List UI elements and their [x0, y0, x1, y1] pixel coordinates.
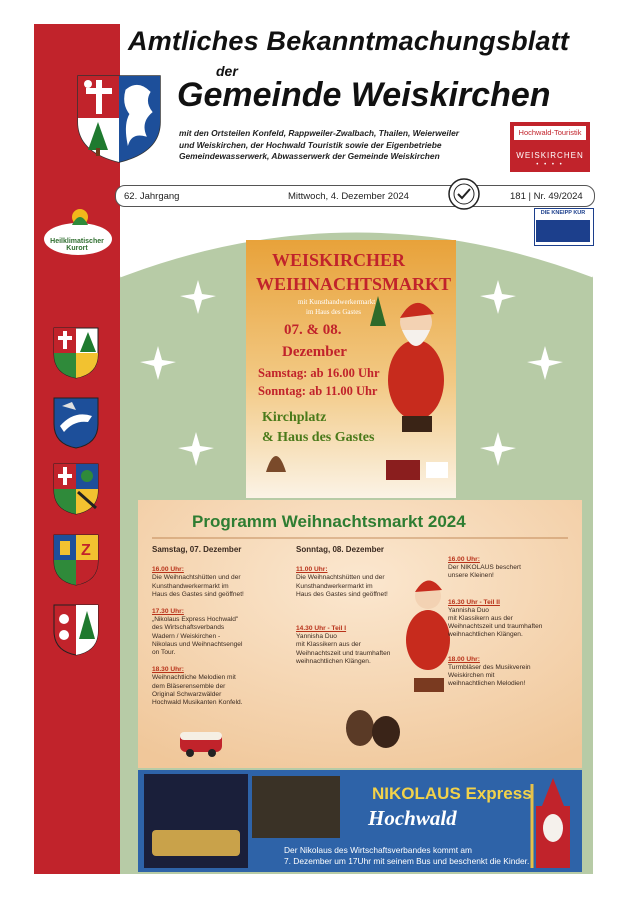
- entry-line: Wadern / Weiskirchen -: [152, 632, 221, 640]
- entry-line: Hochwald Musikanten Konfeld.: [152, 699, 243, 707]
- title-connector: der: [216, 63, 238, 79]
- poster-time-sun: Sonntag: ab 11.00 Uhr: [258, 384, 378, 398]
- touristik-place: WEISKIRCHEN: [516, 151, 584, 160]
- programm-col-sunday: [296, 546, 426, 666]
- entry-line: Die Weihnachtshütten und der: [296, 574, 385, 582]
- programm-col-sunday-afternoon: [448, 556, 578, 688]
- entry-time: 16.00 Uhr:: [152, 566, 184, 574]
- municipality-title: Gemeinde Weiskirchen: [177, 76, 551, 114]
- saturday-heading: Samstag, 07. Dezember: [152, 545, 242, 554]
- thailen-crest: [52, 462, 100, 516]
- touristik-mini-logo: [386, 460, 420, 480]
- entry-line: weihnachtlichen Melodien!: [448, 680, 526, 688]
- entry-line: Weihnachtszeit und traumhaften: [296, 649, 391, 657]
- program-entry: [448, 599, 578, 640]
- market-night-photo: [252, 776, 340, 838]
- entry-line: Der NIKOLAUS beschert: [448, 564, 521, 572]
- entry-line: unsere Kleinen!: [448, 572, 494, 580]
- program-entry: [448, 556, 578, 581]
- weiskirchen-crest-small: [52, 603, 100, 657]
- sunday-heading: Sonntag, 08. Dezember: [296, 545, 385, 554]
- entry-time: 14.30 Uhr - Teil I: [296, 625, 347, 633]
- entry-line: dem Bläserensemble der: [152, 682, 226, 690]
- svg-text:Z: Z: [81, 542, 91, 559]
- quality-seal-icon: [448, 178, 480, 210]
- sponsor-logo: [426, 462, 448, 478]
- heilklima-line1: Heilklimatischer: [50, 238, 104, 245]
- entry-time: 18.30 Uhr:: [152, 666, 184, 674]
- entry-line: Die Weihnachtshütten und der: [152, 574, 241, 582]
- entry-line: Yannisha Duo: [448, 606, 489, 614]
- entry-line: Kunsthandwerkermarkt im: [296, 582, 373, 590]
- entry-line: des Wirtschaftsverbands: [152, 624, 225, 632]
- programm-title: Programm Weihnachtsmarkt 2024: [192, 512, 466, 531]
- heilklima-text: [44, 238, 110, 252]
- konfeld-crest: [52, 326, 100, 380]
- program-entry: [152, 608, 292, 657]
- kneipp-title: DIE KNEIPP KUR: [540, 210, 586, 216]
- nikolaus-line-1: Der Nikolaus des Wirtschaftsverbandes kommt am: [284, 845, 473, 855]
- subtitle-line: Gemeindewasserwerk, Abwasserwerk der Gemeinde Weiskirchen: [179, 151, 440, 161]
- entry-line: Original Schwarzwälder: [152, 690, 222, 698]
- entry-line: Turmbläser des Musikverein: [448, 663, 531, 671]
- entry-time: 18.00 Uhr:: [448, 655, 480, 663]
- poster-place-2: & Haus des Gastes: [262, 430, 375, 445]
- nikolaus-title-1: NIKOLAUS Express: [372, 784, 532, 803]
- poster-time-sat: Samstag: ab 16.00 Uhr: [258, 366, 380, 380]
- entry-line: Weihnachtliche Melodien mit: [152, 674, 236, 682]
- poster-place-1: Kirchplatz: [262, 410, 327, 425]
- volume-label: 62. Jahrgang: [124, 191, 180, 202]
- weierweiler-crest: [52, 533, 100, 587]
- entry-line: Kunsthandwerkermarkt im: [152, 582, 229, 590]
- touristik-dots: • • • •: [536, 162, 564, 168]
- entry-line: Yannisha Duo: [296, 633, 337, 641]
- poster-title-2: WEIHNACHTSMARKT: [256, 274, 452, 294]
- entry-line: Weihnachtszeit und traumhaften: [448, 623, 543, 631]
- entry-line: Haus des Gastes sind geöffnet!: [296, 590, 388, 598]
- weiskirchen-coat-of-arms: [74, 72, 164, 164]
- poster-title-1: WEISKIRCHER: [272, 250, 406, 270]
- gazette-title: Amtliches Bekanntmachungsblatt: [128, 26, 570, 56]
- program-entry: [448, 656, 578, 689]
- subtitle-line: und Weiskirchen, der Hochwald Touristik sowie der Eigenbetriebe: [179, 139, 442, 150]
- poster-sub-1: mit Kunsthandwerkermarkt: [298, 298, 376, 306]
- touristik-label: Hochwald-Touristik: [514, 126, 586, 140]
- nikolaus-title-2: Hochwald: [368, 806, 457, 830]
- program-entry: [296, 566, 426, 599]
- entry-line: mit Klassikern aus der: [448, 615, 513, 623]
- issue-date: Mittwoch, 4. Dezember 2024: [288, 191, 409, 202]
- nikolaus-line-2: 7. Dezember um 17Uhr mit seinem Bus und beschenkt die Kinder.: [284, 856, 530, 866]
- entry-time: 16.00 Uhr:: [448, 556, 480, 563]
- entry-line: weihnachtlichen Klängen.: [448, 631, 523, 639]
- program-entry: [296, 625, 426, 666]
- program-entry: [152, 666, 292, 707]
- entry-line: on Tour.: [152, 649, 176, 657]
- entry-line: „Nikolaus Express Hochwald": [152, 616, 239, 624]
- entry-line: Weiskirchen mit: [448, 672, 495, 680]
- subtitle-line: mit den Ortsteilen Konfeld, Rappweiler-Zwalbach, Thailen, Weierweiler: [179, 128, 460, 138]
- heilklima-line2: Kurort: [66, 245, 88, 252]
- rappweiler-crest: [52, 396, 100, 450]
- poster-month: Dezember: [282, 344, 347, 360]
- entry-line: weihnachtlichen Klängen.: [296, 657, 371, 665]
- entry-time: 16.30 Uhr - Teil II: [448, 598, 500, 606]
- entry-line: Nikolaus und Weihnachtsengel: [152, 640, 243, 648]
- issue-number: 181 | Nr. 49/2024: [510, 191, 583, 202]
- poster-dates: 07. & 08.: [284, 322, 342, 338]
- entry-line: Haus des Gastes sind geöffnet!: [152, 590, 244, 598]
- poster-sub-2: im Haus des Gastes: [306, 308, 362, 316]
- entry-time: 11.00 Uhr:: [296, 566, 328, 574]
- entry-time: 17.30 Uhr:: [152, 608, 184, 616]
- subtitle: [179, 128, 509, 163]
- programm-col-saturday: [152, 546, 292, 707]
- program-entry: [152, 566, 292, 599]
- entry-line: mit Klassikern aus der: [296, 641, 361, 649]
